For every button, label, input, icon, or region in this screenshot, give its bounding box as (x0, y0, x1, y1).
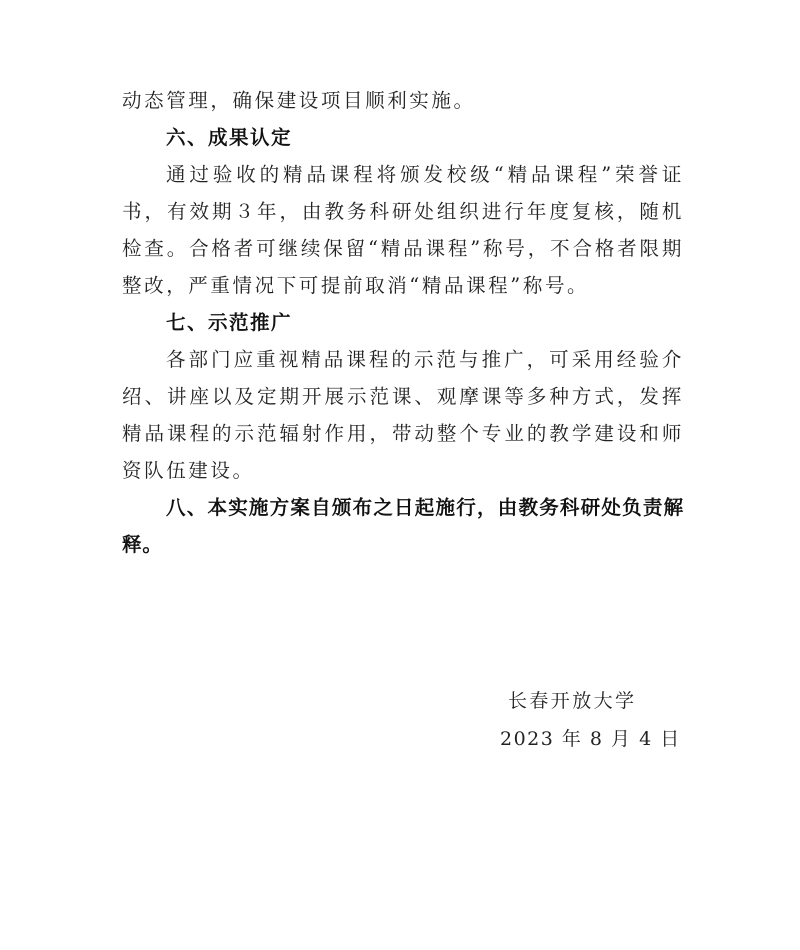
paragraph-achievement: 通过验收的精品课程将颁发校级“精品课程”荣誉证书，有效期３年，由教务科研处组织进行年度复核，随机检查。合格者可继续保留“精品课程”称号，不合格者限期整改，严重情况下可提前取消“精品课程”称号。 (122, 163, 684, 297)
document-body (122, 82, 684, 563)
paragraph-promotion: 各部门应重视精品课程的示范与推广，可采用经验介绍、讲座以及定期开展示范课、观摩课等多种方式，发挥精品课程的示范辐射作用，带动整个专业的教学建设和师资队伍建设。 (122, 348, 684, 482)
section-interpretation-clause: 八、本实施方案自颁布之日起施行，由教务科研处负责解释。 (122, 496, 684, 556)
issue-date: 2023 年 8 月 4 日 (500, 728, 681, 750)
signature-block (500, 682, 700, 758)
section-heading-achievement: 六、成果认定 (166, 126, 293, 149)
section-heading-promotion: 七、示范推广 (166, 311, 293, 334)
continuation-paragraph: 动态管理，确保建设项目顺利实施。 (122, 89, 476, 112)
issuing-organization: 长春开放大学 (508, 690, 637, 712)
